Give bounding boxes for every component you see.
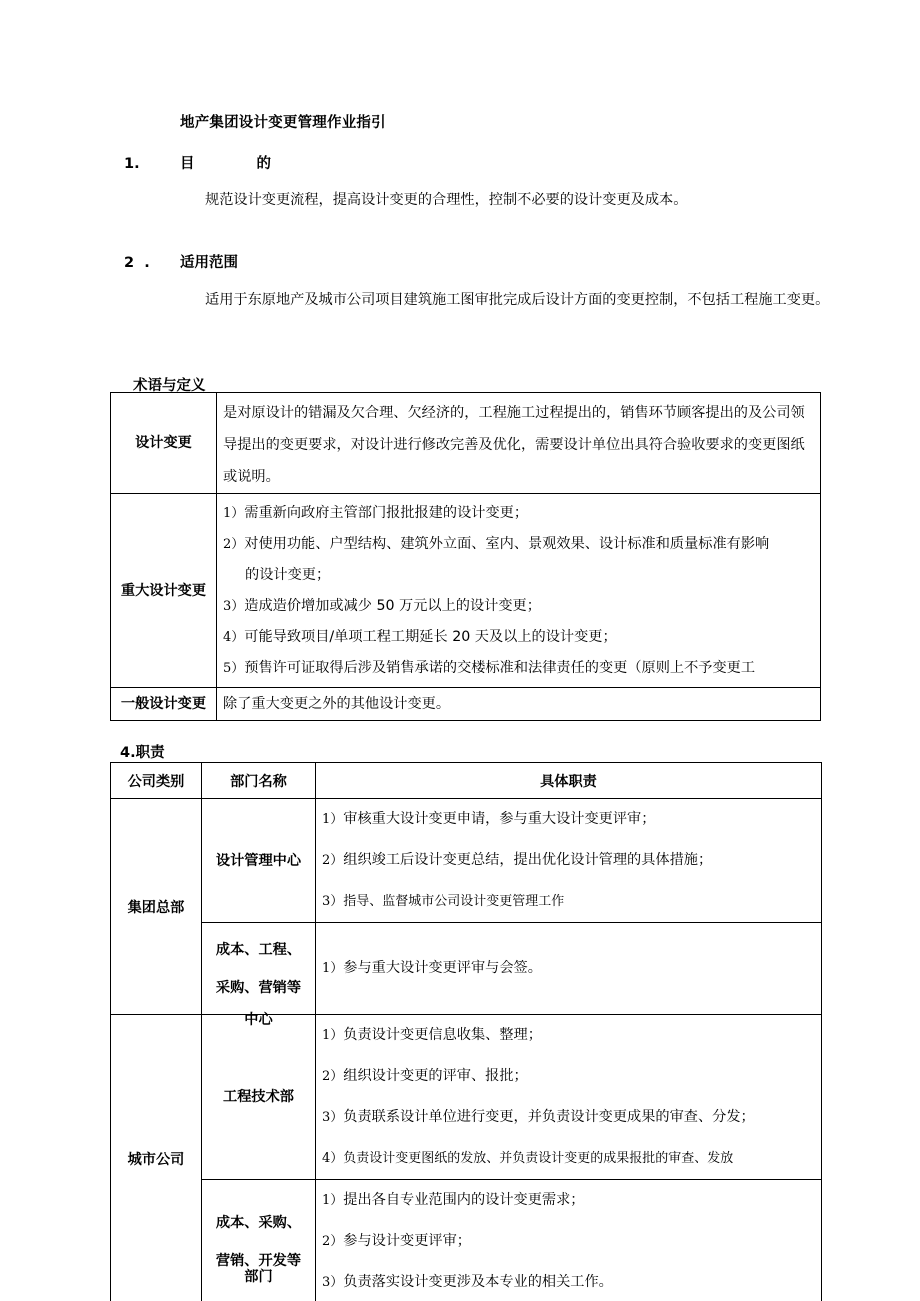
list-item: 1）审核重大设计变更申请，参与重大设计变更评审；	[322, 811, 656, 827]
list-item: 4）可能导致项目/单项工程工期延长 20 天及以上的设计变更；	[223, 628, 617, 645]
department-label-line: 成本、工程、	[215, 941, 302, 958]
major-change-list	[217, 498, 820, 684]
section-1-label-b: 的	[256, 156, 271, 172]
table-row	[111, 393, 821, 494]
department-label-overflow: 部门	[244, 1269, 273, 1285]
table-row	[111, 799, 822, 923]
list-item: 2）组织设计变更的评审、报批；	[322, 1068, 528, 1084]
section-1-label-a: 目	[180, 156, 195, 172]
table-header-row	[111, 763, 822, 799]
department-label-line: 采购、营销等	[215, 979, 302, 996]
column-header-department: 部门名称	[202, 763, 316, 799]
list-item-clipped: 4）负责设计变更图纸的发放、并负责设计变更的成果报批的审查、发放	[322, 1151, 734, 1166]
list-item-continuation: 的设计变更；	[245, 566, 331, 583]
column-header-company: 公司类别	[111, 763, 202, 799]
list-item: 1）需重新向政府主管部门报批报建的设计变更；	[223, 504, 529, 521]
table-row	[111, 688, 821, 721]
company-label: 集团总部	[111, 799, 202, 1015]
list-item: 1）参与重大设计变更评审与会签。	[322, 960, 542, 976]
section-1-paragraph: 规范设计变更流程，提高设计变更的合理性，控制不必要的设计变更及成本。	[205, 192, 688, 208]
responsibility-cell	[316, 1015, 822, 1180]
department-label	[202, 1180, 316, 1301]
list-item: 1）提出各自专业范围内的设计变更需求；	[322, 1192, 585, 1208]
responsibility-list	[316, 1015, 821, 1179]
responsibility-cell	[316, 799, 822, 923]
responsibility-cell	[316, 1180, 822, 1301]
section-2-number: 2 .	[124, 255, 150, 271]
section-1-heading	[124, 152, 271, 173]
responsibility-list	[316, 923, 821, 1014]
department-label-line: 营销、开发等	[215, 1252, 302, 1269]
term-definition-text: 除了重大变更之外的其他设计变更。	[223, 696, 451, 712]
document-title: 地产集团设计变更管理作业指引	[180, 115, 386, 131]
responsibility-list	[316, 799, 821, 922]
column-header-responsibility: 具体职责	[316, 763, 822, 799]
list-item: 3）造成造价增加或减少 50 万元以上的设计变更；	[223, 597, 541, 614]
term-label: 设计变更	[111, 393, 217, 494]
term-definition-text: 是对原设计的错漏及欠合理、欠经济的，工程施工过程提出的，销售环节顾客提出的及公司领导提出的变更要求，对设计进行修改完善及优化，需要设计单位出具符合验收要求的变更图纸或说明。	[223, 405, 805, 485]
major-change-cell	[217, 494, 821, 688]
duty-heading: 4.职责	[120, 745, 165, 761]
department-label-overflow: 中心	[244, 1012, 273, 1028]
department-label-line: 成本、采购、	[215, 1214, 302, 1231]
list-item: 2）组织竣工后设计变更总结，提出优化设计管理的具体措施；	[322, 852, 713, 868]
department-label: 工程技术部	[202, 1015, 316, 1180]
department-label	[202, 923, 316, 1028]
list-item: 3）负责联系设计单位进行变更，并负责设计变更成果的审查、分发；	[322, 1109, 755, 1125]
table-row	[111, 1015, 822, 1180]
table-row	[111, 923, 822, 1015]
terms-table	[110, 392, 821, 721]
section-1-number: 1.	[124, 156, 140, 172]
list-item: 1）负责设计变更信息收集、整理；	[322, 1027, 542, 1043]
term-definition-cell	[217, 393, 821, 494]
list-item: 5）预售许可证取得后涉及销售承诺的交楼标准和法律责任的变更（原则上不予变更工	[223, 659, 756, 676]
term-label: 一般设计变更	[111, 688, 217, 721]
responsibility-list	[316, 1180, 821, 1301]
list-item: 2）对使用功能、户型结构、建筑外立面、室内、景观效果、设计标准和质量标准有影响	[223, 535, 770, 552]
table-row	[111, 1180, 822, 1301]
list-item: 3）负责落实设计变更涉及本专业的相关工作。	[322, 1274, 613, 1290]
company-label: 城市公司	[111, 1015, 202, 1301]
list-item: 2）参与设计变更评审；	[322, 1233, 471, 1249]
section-2-heading	[124, 251, 238, 272]
section-2-paragraph: 适用于东原地产及城市公司项目建筑施工图审批完成后设计方面的变更控制，不包括工程施工变更。	[205, 292, 830, 308]
term-label: 重大设计变更	[111, 494, 217, 688]
terms-heading: 术语与定义	[133, 378, 206, 394]
duty-table	[110, 762, 822, 1301]
section-2-label: 适用范围	[180, 255, 238, 271]
list-item-clipped: 3）指导、监督城市公司设计变更管理工作	[322, 894, 565, 909]
table-row	[111, 494, 821, 688]
term-definition-cell	[217, 688, 821, 721]
department-label: 设计管理中心	[202, 799, 316, 923]
responsibility-cell	[316, 923, 822, 1015]
